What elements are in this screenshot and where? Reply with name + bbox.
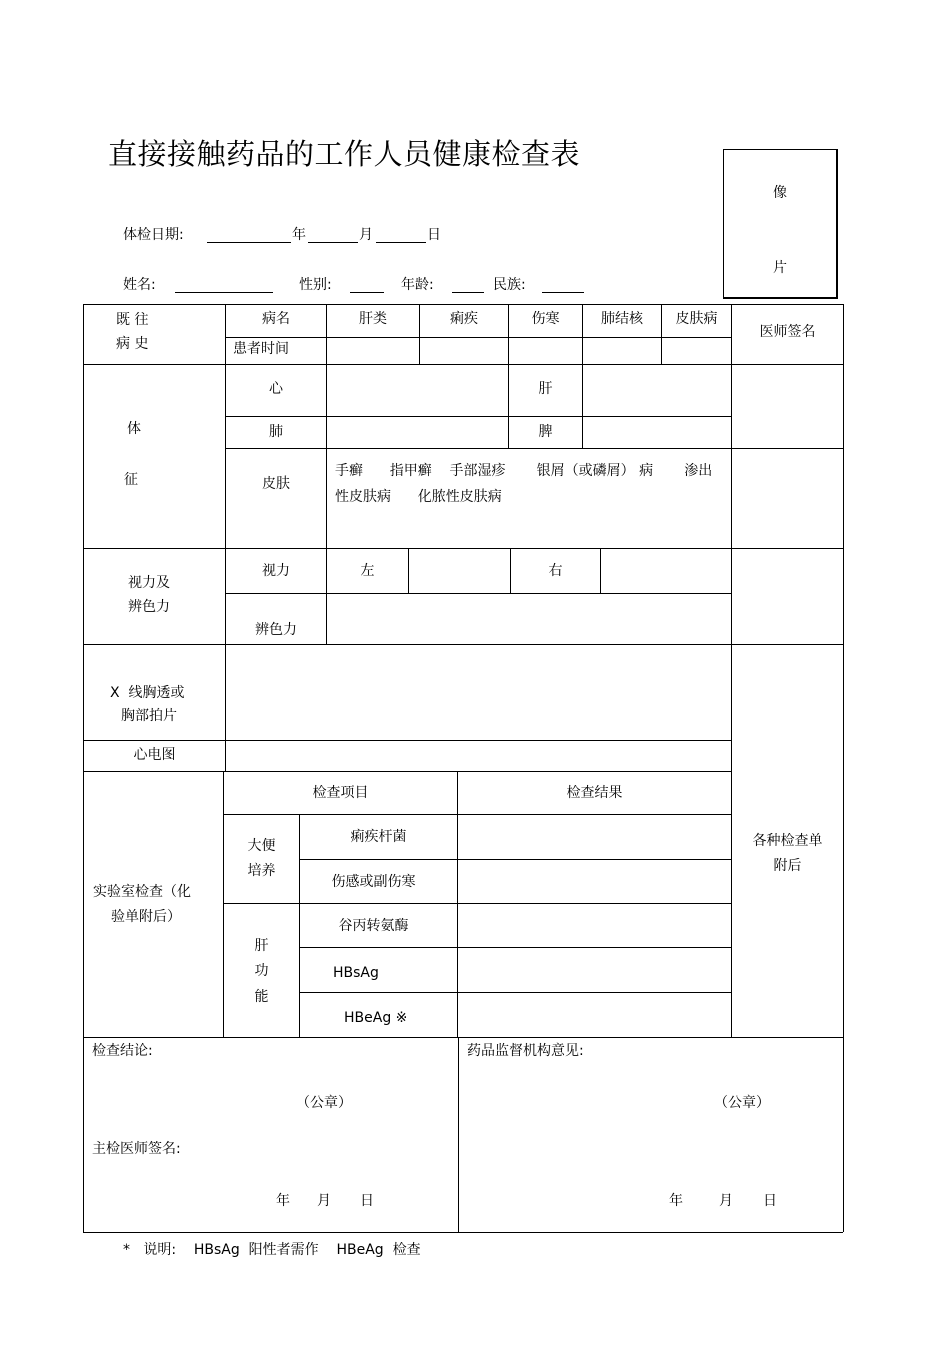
ethnicity-field[interactable] <box>542 292 584 293</box>
disease-dysentery: 痢疾 <box>450 311 478 327</box>
exam-date-label: 体检日期: <box>123 227 184 243</box>
age-field[interactable] <box>452 292 484 293</box>
conclusion-day: 日 <box>360 1193 374 1209</box>
lung-label: 肺 <box>269 424 283 440</box>
month-label: 月 <box>359 227 373 243</box>
attach-label-1: 各种检查单 <box>752 833 823 849</box>
left-eye-label: 左 <box>360 563 375 579</box>
exam-day-field[interactable] <box>376 242 426 243</box>
skin-label: 皮肤 <box>262 476 290 492</box>
liver-function-label-3: 能 <box>254 989 269 1005</box>
disease-tuberculosis: 肺结核 <box>601 311 643 327</box>
liver-function-label-1: 肝 <box>254 938 269 954</box>
agency-day: 日 <box>763 1193 777 1209</box>
conclusion-year: 年 <box>276 1193 290 1209</box>
disease-name-header: 病名 <box>262 311 290 327</box>
lab-typhoid: 伤感或副伤寒 <box>331 874 416 890</box>
gender-label: 性别: <box>299 277 332 293</box>
agency-year: 年 <box>669 1193 683 1209</box>
disease-typhoid: 伤寒 <box>531 311 560 327</box>
xray-label-2: 胸部拍片 <box>121 708 177 724</box>
patient-time-label: 患者时间 <box>233 341 289 357</box>
page-title: 直接接触药品的工作人员健康检查表 <box>108 137 581 171</box>
stool-culture-label-2: 培养 <box>247 863 276 879</box>
lab-alt: 谷丙转氨酶 <box>338 918 409 934</box>
lab-hbeag: HBeAg ※ <box>344 1010 408 1026</box>
stool-culture-label-1: 大便 <box>247 838 276 854</box>
lab-result-header: 检查结果 <box>566 785 623 801</box>
skin-items-line-1: 手癣 指甲癣 手部湿疹 银屑（或磷屑） 病 渗出 <box>335 463 713 479</box>
lab-label-2: 验单附后） <box>111 909 181 925</box>
footnote: * 说明: HBsAg 阳性者需作 HBeAg 检查 <box>123 1242 421 1258</box>
exam-month-field[interactable] <box>308 242 358 243</box>
conclusion-label: 检查结论: <box>92 1043 153 1059</box>
exam-year-field[interactable] <box>207 242 291 243</box>
vision-row-label: 视力 <box>262 563 290 579</box>
photo-label-1: 像 <box>773 185 787 201</box>
color-vision-label: 辨色力 <box>255 622 297 638</box>
xray-label-1: X 线胸透或 <box>110 685 185 701</box>
age-label: 年龄: <box>401 277 434 293</box>
history-label-2: 病 史 <box>116 336 149 352</box>
spleen-label: 脾 <box>538 424 553 440</box>
conclusion-seal: （公章） <box>296 1095 352 1111</box>
agency-month: 月 <box>719 1193 733 1209</box>
disease-liver: 肝类 <box>359 311 387 327</box>
day-label: 日 <box>427 227 441 243</box>
right-eye-label: 右 <box>548 563 563 579</box>
chief-doctor-sign-label: 主检医师签名: <box>92 1141 181 1157</box>
gender-field[interactable] <box>350 292 384 293</box>
year-label: 年 <box>292 227 306 243</box>
agency-opinion-label: 药品监督机构意见: <box>467 1043 584 1059</box>
photo-label-2: 片 <box>773 260 787 276</box>
name-field[interactable] <box>175 292 273 293</box>
photo-box <box>723 149 838 299</box>
lab-dysentery: 痢疾杆菌 <box>350 829 407 845</box>
heart-label: 心 <box>269 381 283 397</box>
attach-label-2: 附后 <box>773 858 802 874</box>
signs-label-2: 征 <box>124 472 138 488</box>
liver-function-label-2: 功 <box>254 963 269 979</box>
vision-label-2: 辨色力 <box>128 599 170 615</box>
history-label-1: 既 往 <box>116 312 149 328</box>
history-doctor-sign: 医师签名 <box>759 324 816 340</box>
lab-hbsag: HBsAg <box>333 965 379 981</box>
lab-item-header: 检查项目 <box>312 785 369 801</box>
liver-label: 肝 <box>538 381 553 397</box>
name-label: 姓名: <box>123 277 156 293</box>
disease-skin: 皮肤病 <box>675 311 718 327</box>
agency-seal: （公章） <box>714 1095 770 1111</box>
ethnicity-label: 民族: <box>493 277 526 293</box>
conclusion-month: 月 <box>317 1193 331 1209</box>
skin-items-line-2: 性皮肤病 化脓性皮肤病 <box>335 489 502 505</box>
ecg-label: 心电图 <box>133 747 176 763</box>
lab-label-1: 实验室检查（化 <box>93 884 191 900</box>
signs-label-1: 体 <box>127 421 141 437</box>
vision-label-1: 视力及 <box>128 575 170 591</box>
